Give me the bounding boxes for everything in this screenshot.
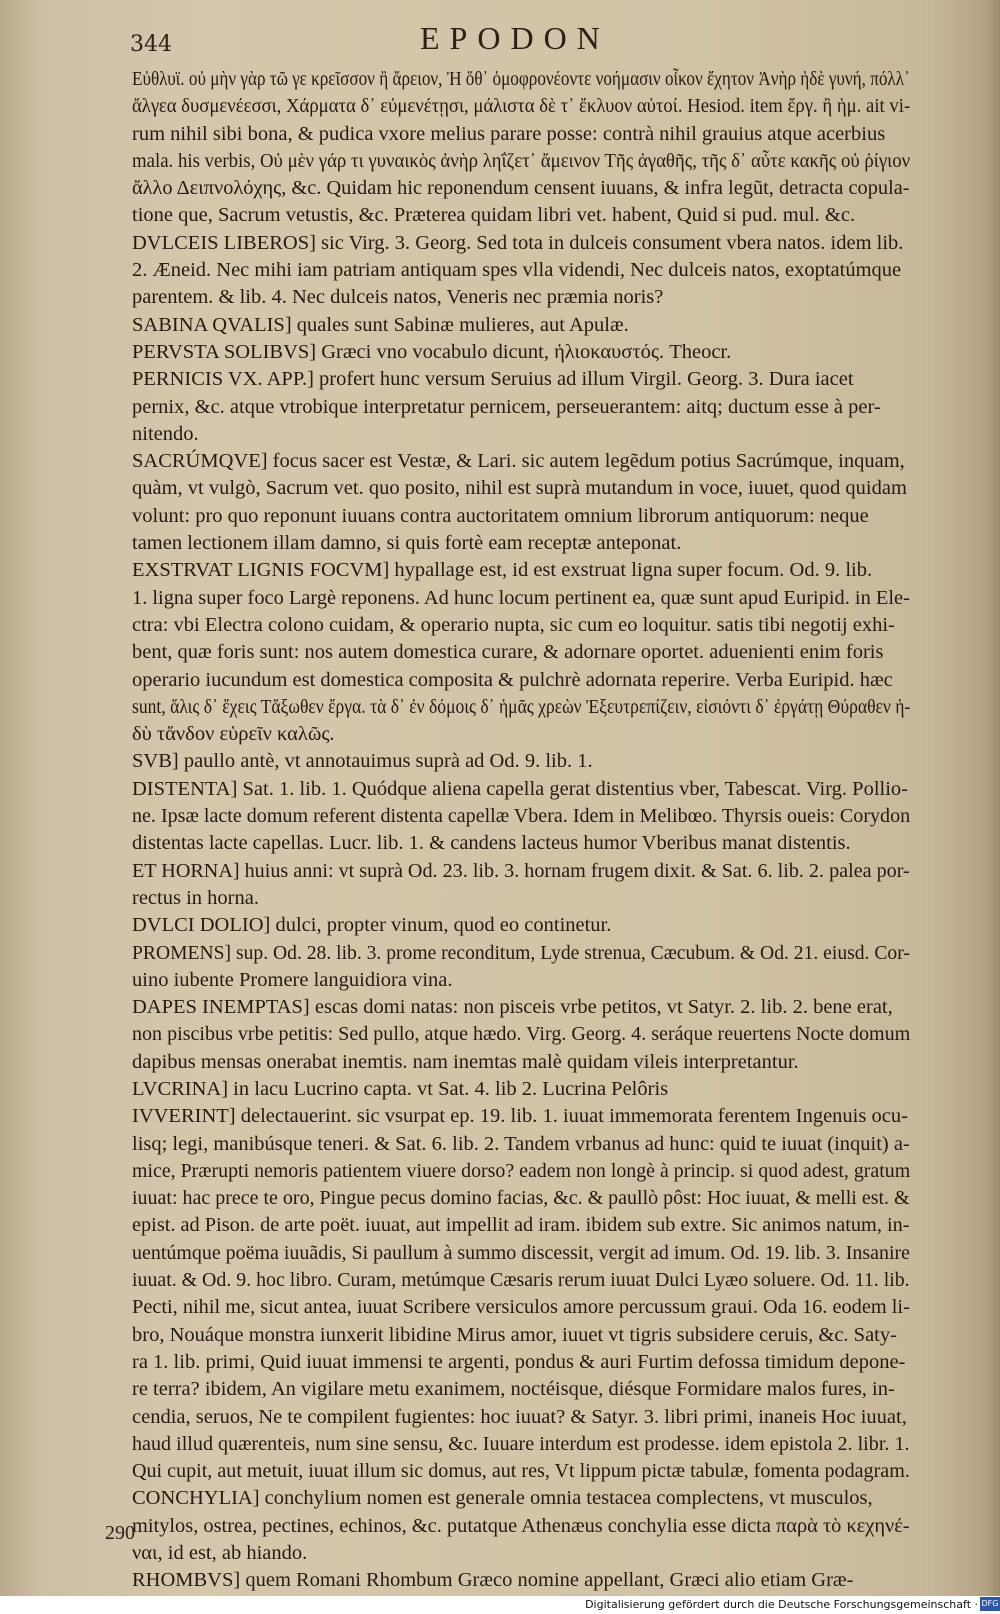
text-line: dapibus mensas onerabat inemtis. nam inemtas malè quidam vileis interpretantur.	[132, 1050, 799, 1073]
text-line: cendia, seruos, Ne te compilent fugientes: hoc iuuat? & Satyr. 3. libri primi, inaneis Hoc iuuat,	[132, 1405, 907, 1428]
text-line: rum nihil sibi bona, & pudica vxore melius parare posse: contrà nihil grauius atque acerbius	[132, 122, 886, 145]
text-line: distentas lacte capellas. Lucr. lib. 1. & candens lacteus humor Vberibus manat distentis.	[132, 832, 851, 855]
text-line: EXSTRVAT LIGNIS FOCVM] hypallage est, id est exstruat ligna super focum. Od. 9. lib.	[132, 559, 873, 582]
text-line: RHOMBVS] quem Romani Rhombum Græco nomine appellant, Græci alio etiam Græ-	[132, 1569, 854, 1592]
text-line: mitylos, ostrea, pectines, echinos, &c. putatque Athenæus conchylia esse dicta παρὰ τὸ κεχηνέ-	[132, 1514, 910, 1537]
text-line: epist. ad Pison. de arte poët. iuuat, aut impellit ad iram. ibidem sub extre. Sic animos natum, in-	[132, 1214, 910, 1237]
footer-credit: Digitalisierung gefördert durch die Deutsche Forschungsgemeinschaft ·	[585, 1598, 978, 1611]
margin-number: 290	[105, 1522, 135, 1544]
text-line: Pecti, nihil me, sicut antea, iuuat Scribere versiculos amore percussum graui. Oda 16. eodem li-	[132, 1296, 910, 1319]
text-line: iuuat: hac prece te oro, Pingue pecus domino facias, &c. & paullò pôst: Hoc iuuat, & melli est. &	[132, 1187, 910, 1210]
text-line: ra 1. lib. primi, Quid iuuat immensi te argenti, pondus & auri Furtim defossa timidum depone-	[132, 1350, 906, 1373]
text-line: DAPES INEMPTAS] escas domi natas: non pisceis vrbe petitos, vt Satyr. 2. lib. 2. bene erat,	[132, 996, 893, 1019]
page-number: 344	[130, 32, 172, 57]
commentary-text	[132, 66, 910, 1596]
text-line: bro, Nouáque monstra iunxerit libidine Mirus amor, iuuet vt tigris subsidere ceruis, &c. Saty-	[132, 1323, 897, 1346]
page-header	[0, 12, 1000, 62]
text-line: sunt, ἅλις δ᾽ ἔχεις Τἄξωθεν ἔργα. τὰ δ᾽ ἐν δόμοις δ᾽ ἡμᾶς χρεὼν Ἐξευτρεπίζειν, εἰσιόντι δ᾽ ἐργάτῃ Θύραθεν ἡ-	[132, 695, 911, 718]
running-title: EPODON	[420, 20, 610, 56]
text-line: haud illud quærenteis, num sine sensu, &c. Iuuare interdum est prodesse. idem epistola 2. libr. 1.	[132, 1432, 910, 1455]
text-line: bent, quæ foris sunt: nos autem domestica curare, & adornare oportet. aduenienti enim foris	[132, 641, 884, 664]
text-line: ne. Ipsæ lacte domum referent distenta capellæ Vbera. Idem in Melibœo. Thyrsis oueis: Corydon	[132, 805, 910, 828]
text-line: ἄλλο Δειπνολόχης, &c. Quidam hic reponendum censent iuuans, & infra legũt, detracta copula-	[132, 177, 910, 200]
text-line: iuuat. & Od. 9. hoc libro. Curam, metúmque Cæsaris rerum iuuat Dulci Lyæo soluere. Od. 11. lib.	[132, 1269, 910, 1292]
text-line: mala. his verbis, Οὐ μὲν γάρ τι γυναικὸς ἀνὴρ ληΐζετ᾽ ἄμεινον Τῆς ἀγαθῆς, τῆς δ᾽ αὖτε κακῆς οὐ ῥίγιον	[132, 149, 911, 172]
text-line: volunt: pro quo reponunt iuuans contra auctoritatem omnium librorum antiquorum: neque	[132, 504, 869, 527]
text-line: Qui cupit, aut metuit, iuuat illum sic domus, aut res, Vt lippum pictæ tabulæ, fomenta podagram.	[132, 1460, 910, 1483]
text-line: SABINA QVALIS] quales sunt Sabinæ mulieres, aut Apulæ.	[132, 313, 629, 336]
text-line: uino iubente Promere languidiora vina.	[132, 968, 453, 991]
text-line: operario iucundum est domestica composita & pulchrè adornata reperire. Verba Euripid. hæc	[132, 668, 893, 691]
text-line: 1. ligna super foco Largè reponens. Ad hunc locum pertinent ea, quæ sunt apud Euripid. in Ele-	[132, 586, 910, 609]
text-line: ναι, id est, ab hiando.	[132, 1542, 308, 1565]
text-line: δὺ τἄνδον εὑρεῖν καλῶς.	[132, 723, 335, 746]
text-line: PERNICIS VX. APP.] profert hunc versum Seruius ad illum Virgil. Georg. 3. Dura iacet	[132, 368, 854, 391]
text-line: re terra? ibidem, An vigilare metu exanimem, noctéisque, diésque Formidare malos fures, in-	[132, 1378, 895, 1401]
text-line: 2. Æneid. Nec mihi iam patriam antiquam spes vlla videndi, Nec dulceis natos, exoptatúmque	[132, 259, 902, 282]
text-line: non piscibus vrbe petitis: Sed pullo, atque hædo. Virg. Georg. 4. seráque reuertens Nocte domum	[132, 1023, 910, 1046]
text-line: tamen lectionem illam damno, si quis fortè eam receptæ anteponat.	[132, 532, 682, 555]
text-line: CONCHYLIA] conchylium nomen est generale omnia testacea complectens, vt musculos,	[132, 1487, 873, 1510]
text-line: Εὐθλυϊ. οὐ μὴν γὰρ τῶ γε κρεῖσσον ἢ ἄρειον, Ἠ ὅθ᾽ ὁμοφρονέοντε νοήμασιν οἶκον ἔχητον Ἀνὴρ ἠδὲ γυνή, πόλλ᾽	[132, 68, 910, 90]
text-line: ET HORNA] huius anni: vt suprà Od. 23. lib. 3. hornam frugem dixit. & Sat. 6. lib. 2. palea por-	[132, 859, 910, 882]
text-line: PERVSTA SOLIBVS] Græci vno vocabulo dicunt, ἡλιοκαυστός. Theocr.	[132, 340, 732, 363]
text-line: DVLCI DOLIO] dulci, propter vinum, quod eo continetur.	[132, 914, 612, 937]
text-line: uentúmque poëma iuuãdis, Si paullum à summo discessit, vergit ad imum. Od. 19. lib. 3. Insanire	[132, 1241, 910, 1264]
text-line: rectus in horna.	[132, 886, 259, 909]
text-line: IVVERINT] delectauerint. sic vsurpat ep. 19. lib. 1. iuuat immemorata ferentem Ingenuis ocu-	[132, 1105, 908, 1128]
dfg-logo: DFG	[980, 1597, 1000, 1611]
text-line: ἄλγεα δυσμενέεσσι, Χάρματα δ᾽ εὐμενέτῃσι, μάλιστα δὲ τ᾽ ἔκλυον αὐτοί. Hesiod. item ἔργ. ἢ ἡμ. ait vi-	[132, 95, 910, 118]
text-line: LVCRINA] in lacu Lucrino capta. vt Sat. 4. lib 2. Lucrina Pelôris	[132, 1077, 669, 1100]
text-line: SACRÚMQVE] focus sacer est Vestæ, & Lari. sic autem legẽdum potius Sacrúmque, inquam,	[132, 450, 905, 473]
text-line: DVLCEIS LIBEROS] sic Virg. 3. Georg. Sed tota in dulceis consument vbera natos. idem lib.	[132, 231, 904, 254]
text-line: parentem. & lib. 4. Nec dulceis natos, Veneris nec præmia noris?	[132, 286, 664, 309]
text-line: PROMENS] sup. Od. 28. lib. 3. prome reconditum, Lyde strenua, Cæcubum. & Od. 21. eiusd. Cor-	[132, 941, 910, 964]
text-line: pernix, &c. atque vtrobique interpretatur pernicem, perseuerantem: aitq; ductum esse à per-	[132, 395, 881, 418]
text-line: SVB] paullo antè, vt annotauimus suprà ad Od. 9. lib. 1.	[132, 750, 593, 773]
text-line: tione que, Sacrum vetustis, &c. Præterea quidam libri vet. habent, Quid si pud. mul. &c.	[132, 204, 856, 227]
text-line: lisq; legi, manibúsque teneri. & Sat. 6. lib. 2. Tandem vrbanus ad hunc: quid te iuuat (inquit) a-	[132, 1132, 910, 1155]
text-line: quàm, vt vulgò, Sacrum vet. quo posito, nihil est suprà mutandum in voce, iuuet, quod quidam	[132, 477, 907, 500]
text-line: nitendo.	[132, 422, 199, 445]
text-line: ctra: vbi Electra colono cuidam, & operario nupta, sic cum eo loquitur. satis tibi negotij exhi-	[132, 613, 895, 636]
text-line: DISTENTA] Sat. 1. lib. 1. Quódque aliena capella gerat distentius vber, Tabescat. Virg. Pollio-	[132, 777, 908, 800]
text-line: mice, Prærupti nemoris patientem viuere dorso? eadem non longè à princip. si quod adest, gratum	[132, 1159, 911, 1182]
